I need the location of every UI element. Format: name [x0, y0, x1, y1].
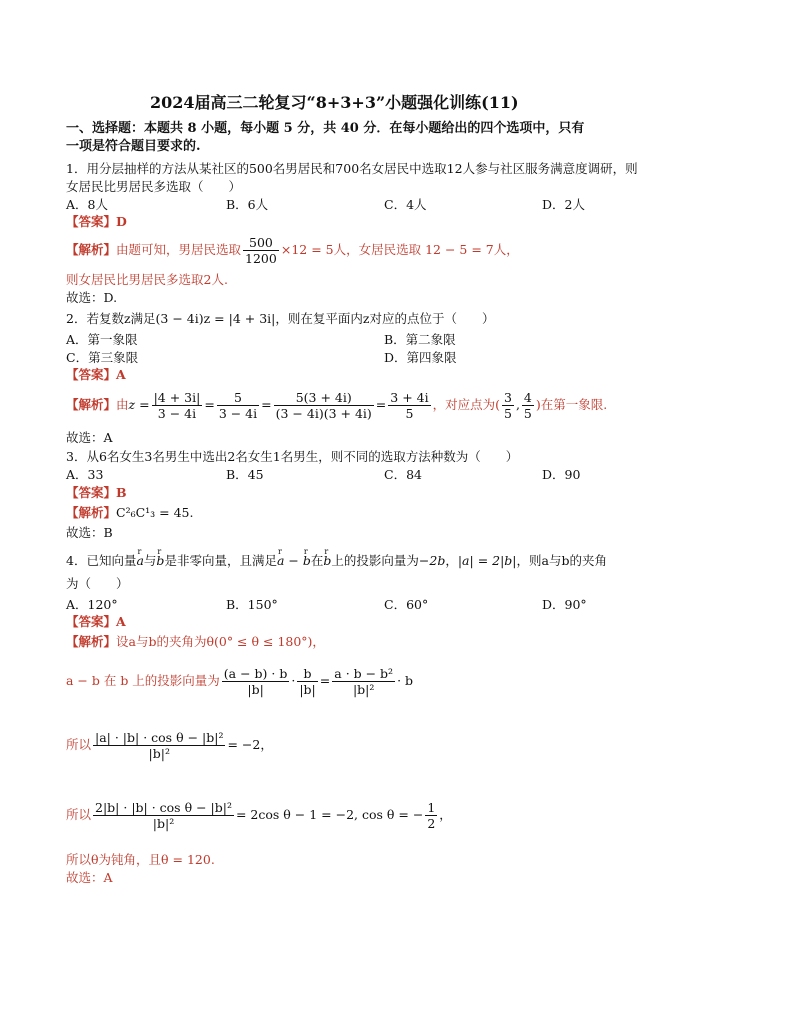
q2-choose: 故选：A [66, 430, 113, 445]
q2-f2-den: 3 − 4i [218, 406, 258, 421]
q4-stem-mid3: 在 [310, 553, 324, 568]
q4-a2-frac3 [332, 666, 395, 697]
q4-a2-frac2 [297, 666, 317, 697]
q4-a3-end: = −2， [227, 737, 273, 752]
q4-a2-f3-den: |b|² [352, 682, 375, 697]
q2-f1-num: |4 + 3i| [153, 390, 201, 405]
q2-stem: 2．若复数z满足(3 − 4i)z = |4 + 3i|，则在复平面内z对应的点位于（ ） [66, 311, 495, 326]
answer-value: A [116, 367, 126, 382]
q3-analysis [66, 505, 194, 521]
q4-analysis-line4 [66, 792, 452, 838]
analysis-tag: 【解析】 [66, 505, 117, 520]
q4-option-a: A．120° [66, 597, 118, 612]
q4-a2-f1-den: |b| [247, 682, 264, 697]
q4-a2-eq: = [319, 673, 331, 688]
q4-stem-mid4: 上的投影向量为 [331, 553, 419, 568]
q1-option-b: B．6人 [226, 197, 269, 212]
q4-stem-mid1: 与 [143, 553, 157, 568]
q4-analysis4-pre: 所以 [66, 807, 92, 822]
q4-stem-line1: 4．已知向量r a与r b是非零向量，且满足r a − r b在r b上的投影向量为−2b，|a| = 2|b|，则a与b的夹角 [66, 553, 607, 569]
q4-a2-f2-den: |b| [299, 682, 316, 697]
q4-a4-num: 2|b| · |b| · cos θ − |b|² [95, 800, 232, 815]
q4-a4-den: |b|² [152, 816, 175, 831]
answer-tag: 【答案】 [66, 214, 117, 229]
page-title: 2024届高三二轮复习“8+3+3”小题强化训练(11) [150, 93, 519, 112]
q2-fraction-2 [217, 390, 259, 421]
q4-a2-f3-num: a · b − b² [334, 666, 394, 681]
q4-a3-den: |b|² [148, 746, 170, 761]
q2-analysis: 【解析】由z = $\frac{|4 + 3i|}{3 - 4i}$ = $\frac{5}{3 - 4i}$ = $\frac{5(3 + 4i)}{(3 - 4i)(3 + 4i)}$ = $\frac{3 + 4i}{5}$ ，对应点为( $\frac{3}{5}$ , $\frac{4}{5}$ )在第一象限. [66, 390, 608, 421]
vector-a: r a [136, 553, 143, 569]
q3-choose: 故选：B [66, 525, 113, 540]
q2-option-a: A．第一象限 [66, 332, 138, 347]
vector-b: r b [156, 553, 164, 569]
q4-a4-half-den: 2 [427, 816, 436, 831]
q1-option-c: C．4人 [384, 197, 427, 212]
q2-option-d: D．第四象限 [384, 350, 457, 365]
q1-fraction-denominator: 1200 [245, 251, 277, 266]
q4-a4-half [425, 800, 437, 831]
q2-f1-den: 3 − 4i [157, 406, 197, 421]
answer-tag: 【答案】 [66, 614, 117, 629]
q1-analysis-mid: ×12 = 5人，女居民选取 12 − 5 = 7人， [280, 242, 519, 257]
q2-f3-num: 5(3 + 4i) [274, 390, 374, 406]
q4-a4-frac [93, 800, 234, 831]
q4-analysis2-pre: a − b 在 b 上的投影向量为 [66, 673, 220, 688]
q4-option-d: D．90° [542, 597, 587, 612]
q1-fraction [243, 235, 279, 266]
q4-a4-end: ， [439, 807, 452, 822]
q1-stem-line2: 女居民比男居民多选取（ ） [66, 179, 242, 194]
q4-answer [66, 614, 126, 630]
q4-a3-num: |a| · |b| · cos θ − |b|² [95, 730, 224, 745]
q1-analysis-line2: 则女居民比男居民多选取2人. [66, 272, 228, 287]
q2-p1-den: 5 [503, 406, 512, 421]
q1-fraction-numerator: 500 [243, 235, 279, 251]
q2-analysis-post: ，对应点为( [432, 397, 500, 412]
analysis-tag: 【解析】 [66, 634, 117, 649]
q4-a2-end: · b [397, 673, 414, 688]
q4-a4-half-num: 1 [427, 800, 436, 815]
answer-value: B [116, 485, 127, 500]
q3-answer [66, 485, 127, 501]
q3-analysis-text: C²₆C¹₃ = 45. [116, 505, 194, 520]
q4-stem-mid2: 是非零向量，且满足 [164, 553, 277, 568]
q2-fraction-1 [152, 390, 203, 421]
q1-choose: 故选：D. [66, 290, 118, 305]
q4-option-c: C．60° [384, 597, 429, 612]
q4-analysis1: 设a与b的夹角为θ(0° ≤ θ ≤ 180°)， [116, 634, 325, 649]
q1-analysis-line1 [66, 232, 519, 268]
q2-f2-num: 5 [217, 390, 259, 406]
answer-tag: 【答案】 [66, 367, 117, 382]
q2-analysis-end: )在第一象限. [535, 397, 608, 412]
q2-point-x [502, 390, 514, 421]
q1-option-a: A．8人 [66, 197, 108, 212]
q2-fraction-3 [274, 390, 374, 421]
q2-option-b: B．第二象限 [384, 332, 456, 347]
q1-answer [66, 214, 127, 230]
q2-p2-den: 5 [523, 406, 532, 421]
q3-option-c: C．84 [384, 467, 422, 482]
q2-p2-num: 4 [523, 390, 532, 405]
q4-analysis-line5: 所以θ为钝角，且θ = 120. [66, 852, 215, 867]
q4-stem-pre: 4．已知向量 [66, 553, 137, 568]
q4-choose: 故选：A [66, 870, 113, 885]
q3-option-a: A．33 [66, 467, 104, 482]
section-heading-line1: 一、选择题：本题共 8 小题，每小题 5 分，共 40 分．在每小题给出的四个选项中，只有 [66, 121, 585, 136]
q4-analysis-line3 [66, 722, 273, 768]
q4-stem-end: ，则a与b的夹角 [516, 553, 607, 568]
analysis-tag: 【解析】 [66, 397, 117, 412]
q4-a2-f2-num: b [297, 666, 317, 682]
analysis-tag: 【解析】 [66, 242, 117, 257]
q4-a2-f1-num: (a − b) · b [223, 666, 288, 681]
q2-point-y [522, 390, 534, 421]
q1-analysis-pre: 由题可知，男居民选取 [116, 242, 242, 257]
q3-option-b: B．45 [226, 467, 264, 482]
q4-stem-line2: 为（ ） [66, 576, 129, 591]
q3-option-d: D．90 [542, 467, 581, 482]
q2-fraction-4 [388, 390, 430, 421]
q2-analysis-pre: 由 [116, 397, 129, 412]
q2-f3-den: (3 − 4i)(3 + 4i) [275, 406, 372, 421]
answer-value: A [116, 614, 126, 629]
q4-analysis-line2: a − b 在 b 上的投影向量为 $\frac{(a - b) \cdot b}{|b|}$ · $\frac{b}{|b|}$ = $\frac{\text{a · b − b²}}{\text{|b|²}}$ · b [66, 666, 414, 697]
answer-value: D [116, 214, 127, 229]
q4-analysis3-pre: 所以 [66, 737, 92, 752]
q3-stem: 3．从6名女生3名男生中选出2名女生1名男生，则不同的选取方法种数为（ ） [66, 449, 519, 464]
q2-f4-den: 5 [405, 406, 414, 421]
q4-proj-vector: −2b [418, 553, 446, 568]
q2-z-eq: z = [128, 397, 150, 412]
q4-analysis-line1 [66, 634, 325, 650]
q4-a4-mid: = 2cos θ − 1 = −2, cos θ = − [235, 807, 424, 822]
q2-p1-num: 3 [503, 390, 512, 405]
q4-condition: |a| = 2|b| [457, 553, 517, 568]
q2-option-c: C．第三象限 [66, 350, 139, 365]
section-heading-line2: 一项是符合题目要求的. [66, 139, 201, 154]
q4-option-b: B．150° [226, 597, 278, 612]
answer-tag: 【答案】 [66, 485, 117, 500]
q1-stem-line1: 1．用分层抽样的方法从某社区的500名男居民和700名女居民中选取12人参与社区服务满意度调研，则 [66, 161, 638, 176]
q1-option-d: D．2人 [542, 197, 585, 212]
q4-a2-frac1 [222, 666, 290, 697]
q2-answer [66, 367, 126, 383]
q4-a3-frac [93, 730, 225, 761]
q2-f4-num: 3 + 4i [390, 390, 429, 405]
